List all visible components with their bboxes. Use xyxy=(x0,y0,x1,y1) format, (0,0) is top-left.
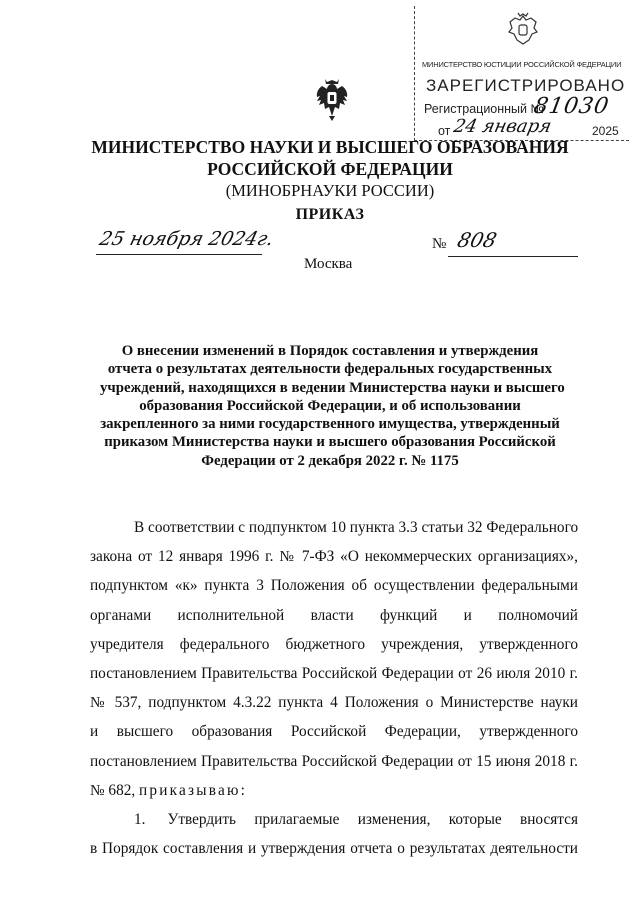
order-number-label: № xyxy=(432,236,447,252)
preamble-paragraph xyxy=(90,513,578,863)
document-type: ПРИКАЗ xyxy=(295,206,365,223)
item-1-text: Утвердить прилагаемые изменения, которые вносятся xyxy=(167,810,578,828)
item-1-number: 1. xyxy=(134,810,146,828)
body-line: подпунктом «к» пункта 3 Положения об осуществлении федеральными xyxy=(90,577,578,595)
stamp-eagle-emblem-icon xyxy=(506,10,540,48)
body-line: органами исполнительной власти функций и полномочий xyxy=(90,606,578,624)
ministry-name-line2: РОССИЙСКОЙ ФЕДЕРАЦИИ xyxy=(207,159,453,179)
stamp-status: ЗАРЕГИСТРИРОВАНО xyxy=(426,76,626,95)
body-line: учредителя федерального бюджетного учреждения, утвержденного xyxy=(90,635,578,653)
item-1-line-1 xyxy=(90,805,578,834)
ministry-short-name: (МИНОБРНАУКИ РОССИИ) xyxy=(225,181,435,200)
body-line-last xyxy=(90,776,578,805)
subject-line: учреждений, находящихся в ведении Министерства науки и высшего xyxy=(100,379,565,396)
subject-line: О внесении изменений в Порядок составления и утверждения xyxy=(121,343,539,359)
stamp-date: 24 января xyxy=(451,116,554,137)
item-1-line-2: в Порядок составления и утверждения отчета о результатах деятельности xyxy=(90,840,578,858)
command-word: приказываю: xyxy=(139,781,248,799)
body-line: постановлением Правительства Российской Федерации от 15 июня 2018 г. xyxy=(90,752,578,770)
stamp-ministry-name: МИНИСТЕРСТВО ЮСТИЦИИ РОССИЙСКОЙ ФЕДЕРАЦИИ xyxy=(422,60,622,69)
city: Москва xyxy=(304,256,353,272)
handwritten-order-number: 808 xyxy=(455,228,500,252)
subject-line: приказом Министерства науки и высшего образования Российской xyxy=(104,434,556,451)
body-line: и высшего образования Российской Федерации, утвержденного xyxy=(90,723,578,741)
subject-line: отчета о результатах деятельности федеральных государственных xyxy=(107,361,553,378)
body-line: № 537, подпунктом 4.3.22 пункта 4 Положения о Министерстве науки xyxy=(90,694,578,712)
stamp-number: 81030 xyxy=(531,94,612,119)
subject-line: закрепленного за ними государственного имущества, утвержденный xyxy=(100,416,560,433)
body-line: В соответствии с подпунктом 10 пункта 3.3 статьи 32 Федерального xyxy=(134,519,579,536)
stamp-year: 2025 xyxy=(592,124,619,138)
subject-line: образования Российской Федерации, и об использовании xyxy=(139,397,521,414)
registration-stamp xyxy=(414,6,632,146)
coat-of-arms-icon xyxy=(312,78,352,122)
subject-line: Федерации от 2 декабря 2022 г. № 1175 xyxy=(201,452,459,469)
body-last-prefix: № 682, xyxy=(90,781,136,799)
stamp-date-label: от xyxy=(438,124,451,138)
order-subject xyxy=(100,342,565,470)
body-line: закона от 12 января 1996 г. № 7-ФЗ «О некоммерческих организациях», xyxy=(90,548,578,566)
stamp-number-label: Регистрационный № xyxy=(424,102,544,116)
handwritten-date: 25 ноября 2024г. xyxy=(97,228,276,250)
body-line: постановлением Правительства Российской Федерации от 26 июля 2010 г. xyxy=(90,664,578,682)
ministry-name-line1: МИНИСТЕРСТВО НАУКИ И ВЫСШЕГО ОБРАЗОВАНИЯ xyxy=(91,137,569,157)
